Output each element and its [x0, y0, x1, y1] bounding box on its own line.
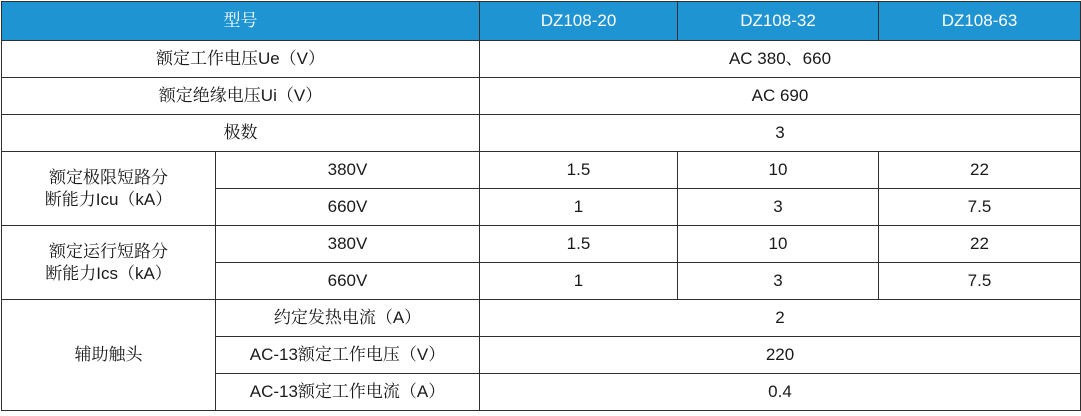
value-ics-380v-dz108-20: 1.5: [480, 226, 678, 263]
header-model-dz108-20: DZ108-20: [480, 2, 678, 41]
row-label-auxiliary-contact: 辅助触头: [2, 300, 216, 411]
row-value-poles: 3: [480, 115, 1081, 152]
value-icu-660v-dz108-32: 3: [678, 189, 879, 226]
row-label-ics-line2: 断能力Ics（kA）: [45, 263, 172, 283]
value-ics-660v-dz108-32: 3: [678, 263, 879, 300]
row-label-ics: [2, 226, 216, 300]
value-ics-660v-dz108-20: 1: [480, 263, 678, 300]
table-row-icu-380v: [2, 152, 1081, 189]
value-aux-thermal-current: 2: [480, 300, 1081, 337]
table-row-rated-working-voltage: [2, 41, 1081, 78]
value-ics-660v-dz108-63: 7.5: [879, 263, 1081, 300]
header-model-dz108-63: DZ108-63: [879, 2, 1081, 41]
row-label-icu-line1: 额定极限短路分: [49, 168, 168, 188]
sub-label-aux-ac13-current: AC-13额定工作电流（A）: [216, 374, 480, 411]
sub-label-ics-380v: 380V: [216, 226, 480, 263]
value-icu-660v-dz108-20: 1: [480, 189, 678, 226]
value-icu-380v-dz108-32: 10: [678, 152, 879, 189]
row-label-rated-insulation-voltage: 额定绝缘电压Ui（V）: [2, 78, 480, 115]
row-label-icu-line2: 断能力Icu（kA）: [44, 189, 173, 209]
table-body: [2, 41, 1081, 411]
sub-label-aux-ac13-voltage: AC-13额定工作电压（V）: [216, 337, 480, 374]
sub-label-ics-660v: 660V: [216, 263, 480, 300]
specification-table: [1, 1, 1081, 411]
value-aux-ac13-current: 0.4: [480, 374, 1081, 411]
value-icu-660v-dz108-63: 7.5: [879, 189, 1081, 226]
header-model-label: 型号: [2, 2, 480, 41]
table-header-row: [2, 2, 1081, 41]
value-ics-380v-dz108-32: 10: [678, 226, 879, 263]
value-icu-380v-dz108-20: 1.5: [480, 152, 678, 189]
sub-label-icu-660v: 660V: [216, 189, 480, 226]
row-label-ics-line1: 额定运行短路分: [49, 242, 168, 262]
value-icu-380v-dz108-63: 22: [879, 152, 1081, 189]
row-value-rated-insulation-voltage: AC 690: [480, 78, 1081, 115]
row-label-poles: 极数: [2, 115, 480, 152]
table-row-ics-380v: [2, 226, 1081, 263]
value-ics-380v-dz108-63: 22: [879, 226, 1081, 263]
header-model-dz108-32: DZ108-32: [678, 2, 879, 41]
table-row-aux-thermal-current: [2, 300, 1081, 337]
sub-label-aux-thermal-current: 约定发热电流（A）: [216, 300, 480, 337]
table-row-poles: [2, 115, 1081, 152]
row-label-rated-working-voltage: 额定工作电压Ue（V）: [2, 41, 480, 78]
table-header: [2, 2, 1081, 41]
row-value-rated-working-voltage: AC 380、660: [480, 41, 1081, 78]
row-label-icu: [2, 152, 216, 226]
value-aux-ac13-voltage: 220: [480, 337, 1081, 374]
table-row-rated-insulation-voltage: [2, 78, 1081, 115]
sub-label-icu-380v: 380V: [216, 152, 480, 189]
